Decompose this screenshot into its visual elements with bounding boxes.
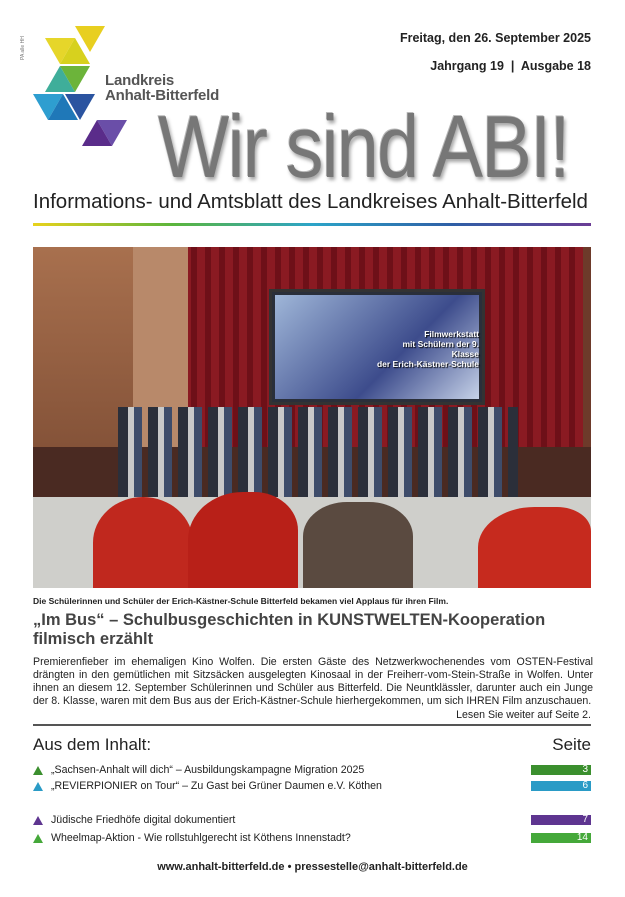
issue-date: Freitag, den 26. September 2025 <box>399 31 591 45</box>
page-badge: 6 <box>531 781 591 791</box>
article-headline: „Im Bus“ – Schulbusgeschichten in KUNSTWELTEN-Kooperation filmisch erzählt <box>33 611 546 648</box>
toc-item-label: „Sachsen-Anhalt will dich“ – Ausbildungskampagne Migration 2025 <box>51 764 365 776</box>
triangle-icon <box>33 834 43 843</box>
cover-photo <box>33 247 591 588</box>
toc-page-heading: Seite <box>552 735 591 754</box>
triangle-icon <box>33 816 43 825</box>
page-badge: 3 <box>531 765 591 775</box>
masthead-title: Wir sind ABI! <box>158 97 569 196</box>
toc-item[interactable] <box>33 779 591 793</box>
toc-heading: Aus dem Inhalt: <box>33 735 152 754</box>
triangle-icon <box>33 766 43 775</box>
divider <box>33 724 591 726</box>
toc-item[interactable] <box>33 813 591 827</box>
toc-item[interactable] <box>33 763 591 777</box>
logo-line1: Landkreis <box>105 72 175 89</box>
logo-line2: Anhalt-Bitterfeld <box>105 87 220 104</box>
toc-item[interactable] <box>33 831 591 845</box>
photo-credit: PA alle HH <box>20 36 26 60</box>
issue-number: Jahrgang 19 | Ausgabe 18 <box>430 59 591 73</box>
masthead-subtitle: Informations- und Amtsblatt des Landkreises Anhalt-Bitterfeld <box>33 190 588 213</box>
continue-link[interactable]: Lesen Sie weiter auf Seite 2. <box>456 709 591 721</box>
toc-item-label: „REVIERPIONIER on Tour“ – Zu Gast bei Grüner Daumen e.V. Köthen <box>51 780 382 792</box>
article-body: Premierenfieber im ehemaligen Kino Wolfen. Die ersten Gäste des Netzwerkwochenendes vom OSTEN-Festival drängten in den gemütlichen mit Sitzsäcken ausgelegten Kinosaal in der Freiherr-vom-Stein-Straße in Wolfen. Unter ihnen an diesem 12. September Schülerinnen und Schüler aus Bitterfeld. Die Neuntklässler, darunter auch ein Junge der 8. Klasse, waren mit dem Bus aus der Erich-Kästner-Schule hierhergekommen, um sich IHREN Film anzuschauen. <box>33 656 593 707</box>
color-divider <box>33 223 591 226</box>
screen-text-1: Filmwerkstatt <box>424 329 479 339</box>
toc-item-label: Jüdische Friedhöfe digital dokumentiert <box>51 814 236 826</box>
page-badge: 7 <box>531 815 591 825</box>
screen-text-3: der Erich-Kästner-Schule <box>376 359 479 369</box>
triangle-icon <box>33 782 43 791</box>
footer-contact: www.anhalt-bitterfeld.de • pressestelle@anhalt-bitterfeld.de <box>157 861 468 873</box>
page-badge: 14 <box>531 833 591 843</box>
toc-item-label: Wheelmap-Aktion - Wie rollstuhlgerecht ist Köthens Innenstadt? <box>51 832 351 844</box>
photo-caption: Die Schülerinnen und Schüler der Erich-Kästner-Schule Bitterfeld bekamen viel Applaus für ihren Film. <box>33 596 449 606</box>
screen-text-2: mit Schülern der 9. Klasse <box>402 339 479 359</box>
